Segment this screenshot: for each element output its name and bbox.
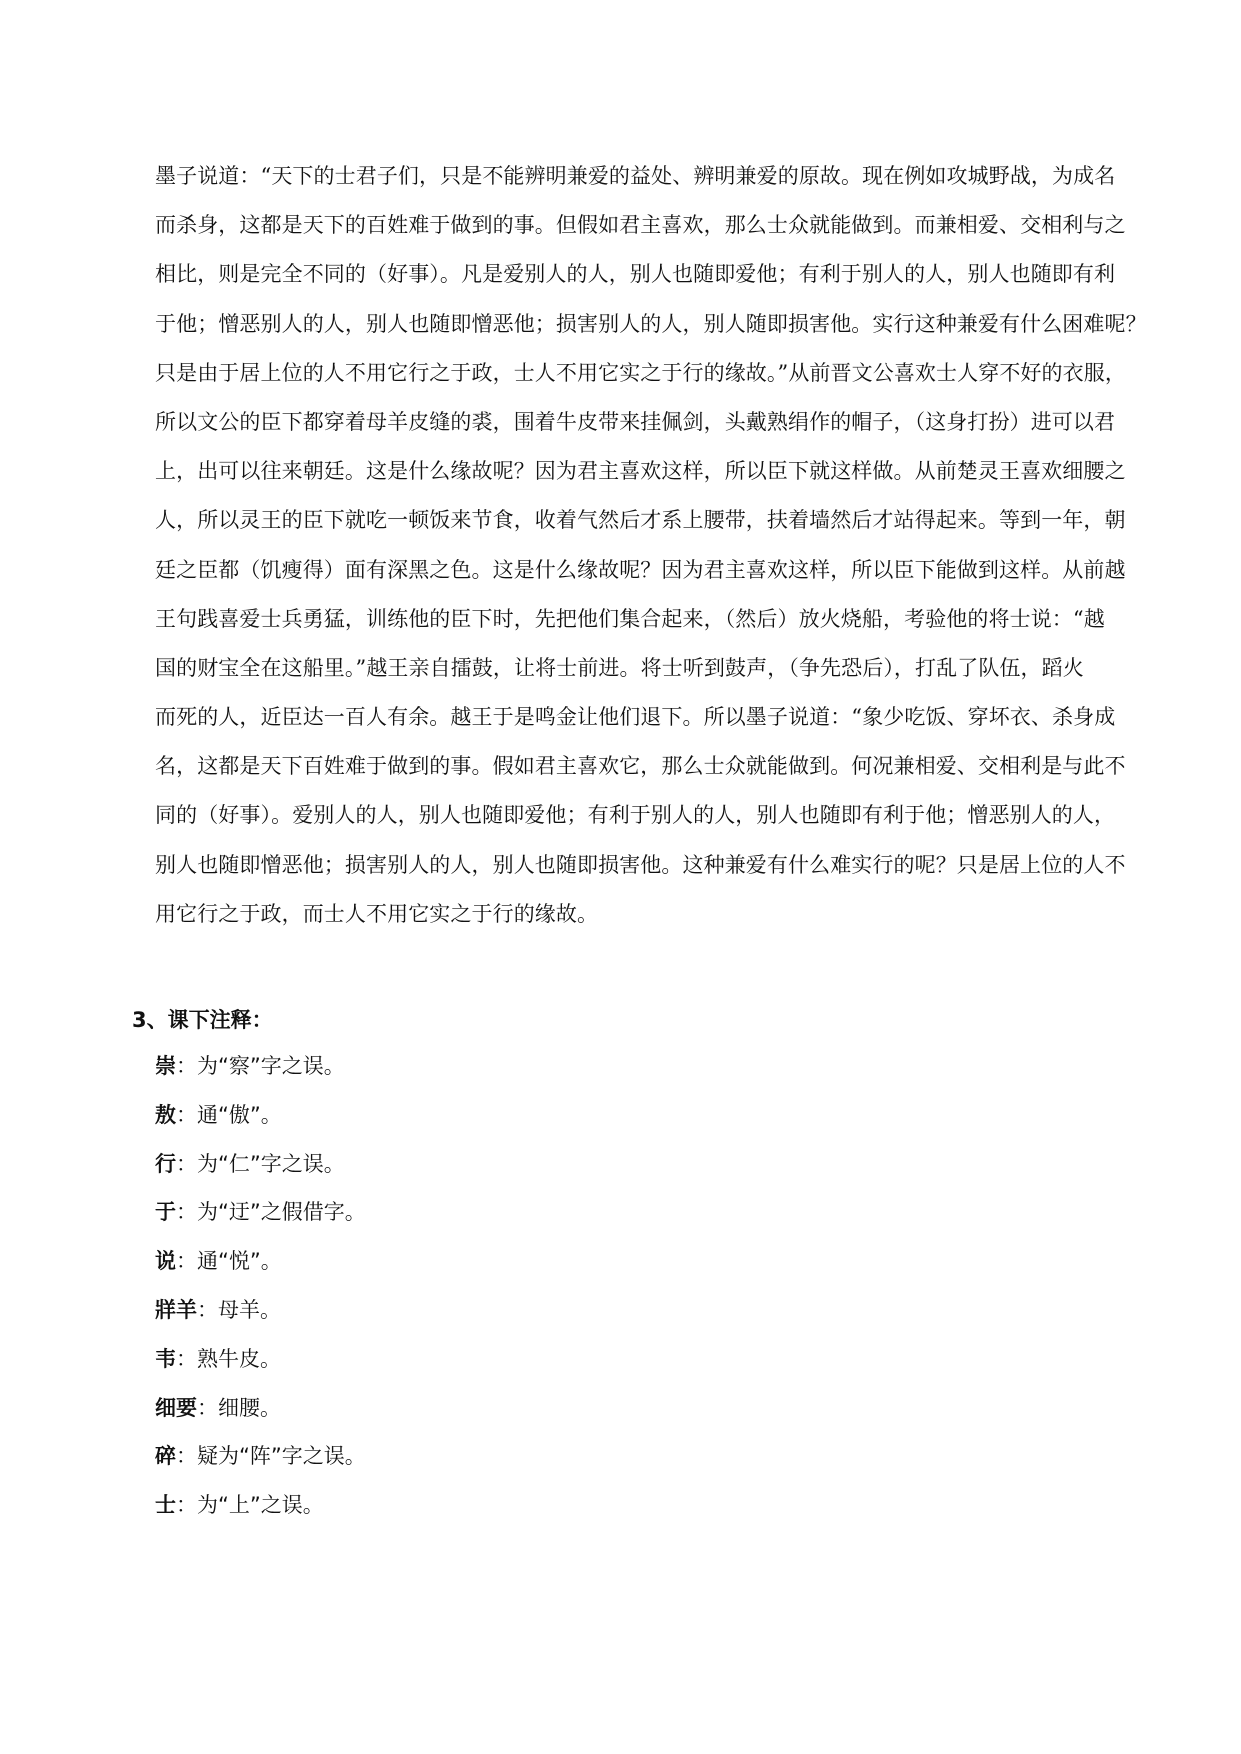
note-definition: ：通“傲”。 — [176, 1102, 282, 1127]
note-term: 细要 — [155, 1395, 197, 1420]
note-item — [155, 1432, 366, 1481]
paragraph-line: 王句践喜爱士兵勇猛，训练他的臣下时，先把他们集合起来，（然后）放火烧船，考验他的将士说：“越 — [155, 606, 1105, 631]
paragraph-line: 同的（好事）。爱别人的人，别人也随即爱他；有利于别人的人，别人也随即有利于他；憎恶别人的人， — [155, 803, 1116, 828]
paragraph-line: 人，所以灵王的臣下就吃一顿饭来节食，收着气然后才系上腰带，扶着墙然后才站得起来。等到一年，朝 — [155, 508, 1126, 533]
note-item — [155, 1091, 366, 1140]
note-item — [155, 1384, 366, 1433]
paragraph-line: 相比，则是完全不同的（好事）。凡是爱别人的人，别人也随即爱他；有利于别人的人，别人也随即有利 — [155, 262, 1116, 287]
note-definition: ：细腰。 — [197, 1395, 281, 1420]
translation-paragraph — [155, 152, 1147, 939]
note-term: 士 — [155, 1493, 176, 1518]
paragraph-line: 所以文公的臣下都穿着母羊皮缝的裘，围着牛皮带来挂佩剑，头戴熟绢作的帽子，（这身打扮）进可以君 — [155, 409, 1116, 434]
note-term: 崇 — [155, 1054, 176, 1078]
note-item — [155, 1237, 366, 1286]
notes-list — [155, 1042, 366, 1530]
note-item — [155, 1286, 366, 1335]
paragraph-line: 上，出可以往来朝廷。这是什么缘故呢？因为君主喜欢这样，所以臣下就这样做。从前楚灵王喜欢细腰之 — [155, 459, 1126, 484]
note-term: 敖 — [155, 1102, 176, 1127]
paragraph-line: 只是由于居上位的人不用它行之于政，士人不用它实之于行的缘故。”从前晋文公喜欢士人穿不好的衣服， — [155, 360, 1126, 385]
notes-heading: 3、课下注释： — [132, 1008, 273, 1032]
note-term: 行 — [155, 1151, 176, 1176]
note-term: 牂羊 — [155, 1297, 197, 1322]
note-term: 韦 — [155, 1346, 176, 1371]
note-item — [155, 1188, 366, 1237]
paragraph-line: 而死的人，近臣达一百人有余。越王于是鸣金让他们退下。所以墨子说道：“象少吃饭、穿坏衣、杀身成 — [155, 705, 1116, 730]
note-definition: ：母羊。 — [197, 1297, 281, 1322]
note-item — [155, 1335, 366, 1384]
note-definition: ：为“仁”字之误。 — [176, 1151, 345, 1176]
note-definition: ：通“悦”。 — [176, 1249, 282, 1274]
note-definition: ：熟牛皮。 — [176, 1346, 281, 1371]
paragraph-line: 国的财宝全在这船里。”越王亲自擂鼓，让将士前进。将士听到鼓声，（争先恐后），打乱了队伍，蹈火 — [155, 655, 1084, 680]
note-term: 于 — [155, 1200, 176, 1225]
note-term: 说 — [155, 1249, 176, 1274]
note-definition: ：为“迂”之假借字。 — [176, 1200, 366, 1225]
paragraph-line: 而杀身，这都是天下的百姓难于做到的事。但假如君主喜欢，那么士众就能做到。而兼相爱、交相利与之 — [155, 213, 1126, 238]
note-item — [155, 1042, 366, 1091]
note-item — [155, 1140, 366, 1189]
paragraph-line: 用它行之于政，而士人不用它实之于行的缘故。 — [155, 901, 599, 926]
paragraph-line: 于他；憎恶别人的人，别人也随即憎恶他；损害别人的人，别人随即损害他。实行这种兼爱有什么困难呢？ — [155, 311, 1147, 336]
paragraph-line: 墨子说道：“天下的士君子们，只是不能辨明兼爱的益处、辨明兼爱的原故。现在例如攻城野战，为成名 — [155, 164, 1116, 188]
paragraph-line: 廷之臣都（饥瘦得）面有深黑之色。这是什么缘故呢？因为君主喜欢这样，所以臣下能做到这样。从前越 — [155, 557, 1126, 582]
note-definition: ：为“上”之误。 — [176, 1493, 324, 1518]
paragraph-line: 别人也随即憎恶他；损害别人的人，别人也随即损害他。这种兼爱有什么难实行的呢？只是居上位的人不 — [155, 852, 1126, 877]
note-definition: ：疑为“阵”字之误。 — [176, 1444, 366, 1469]
note-definition: ：为“察”字之误。 — [176, 1054, 345, 1078]
note-item — [155, 1481, 366, 1530]
note-term: 碎 — [155, 1444, 176, 1469]
paragraph-line: 名，这都是天下百姓难于做到的事。假如君主喜欢它，那么士众就能做到。何况兼相爱、交相利是与此不 — [155, 754, 1126, 779]
